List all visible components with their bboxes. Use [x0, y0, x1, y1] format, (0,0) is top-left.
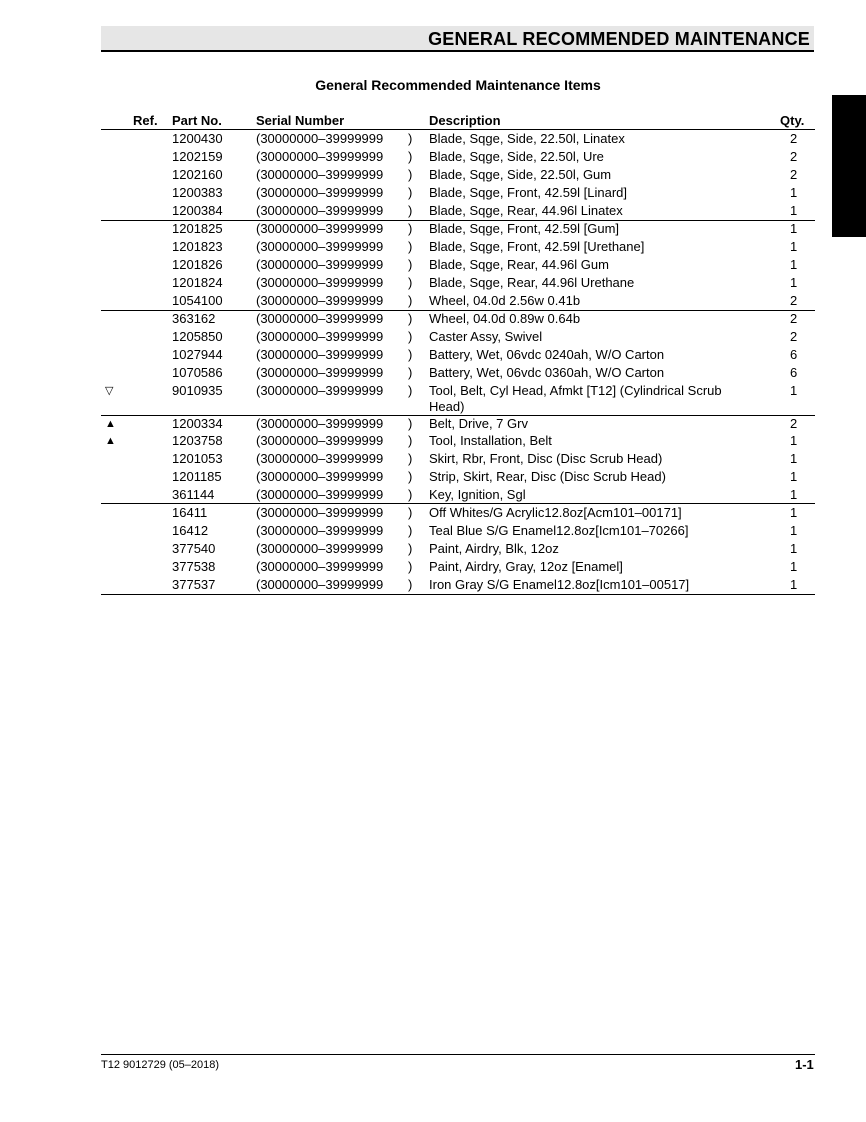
- serial-close-paren: ): [408, 451, 413, 466]
- quantity: 1: [790, 239, 798, 254]
- part-description: Battery, Wet, 06vdc 0360ah, W/O Carton: [429, 365, 665, 380]
- part-number: 16411: [172, 505, 208, 520]
- quantity: 2: [790, 416, 798, 431]
- part-description: Blade, Sqge, Front, 42.59l [Urethane]: [429, 239, 645, 254]
- part-number: 361144: [172, 487, 215, 502]
- serial-range: (30000000–39999999: [256, 149, 384, 164]
- header-rule: [101, 129, 815, 130]
- quantity: 2: [790, 131, 798, 146]
- serial-range: (30000000–39999999: [256, 469, 384, 484]
- part-description: Iron Gray S/G Enamel12.8oz[Icm101–00517]: [429, 577, 690, 592]
- quantity: 1: [790, 203, 798, 218]
- serial-range: (30000000–39999999: [256, 275, 384, 290]
- serial-close-paren: ): [408, 257, 413, 272]
- quantity: 1: [790, 257, 798, 272]
- serial-range: (30000000–39999999: [256, 559, 384, 574]
- serial-range: (30000000–39999999: [256, 487, 384, 502]
- part-number: 377538: [172, 559, 216, 574]
- quantity: 1: [790, 577, 798, 592]
- serial-range: (30000000–39999999: [256, 329, 384, 344]
- part-number: 1027944: [172, 347, 223, 362]
- serial-range: (30000000–39999999: [256, 365, 384, 380]
- quantity: 2: [790, 167, 798, 182]
- serial-close-paren: ): [408, 523, 413, 538]
- quantity: 1: [790, 383, 798, 398]
- serial-close-paren: ): [408, 275, 413, 290]
- serial-close-paren: ): [408, 365, 413, 380]
- column-header-description: Description: [429, 113, 501, 128]
- part-description: Paint, Airdry, Blk, 12oz: [429, 541, 559, 556]
- serial-range: (30000000–39999999: [256, 167, 384, 182]
- part-description: Paint, Airdry, Gray, 12oz [Enamel]: [429, 559, 623, 574]
- serial-close-paren: ): [408, 185, 413, 200]
- serial-close-paren: ): [408, 311, 413, 326]
- part-number: 1201053: [172, 451, 223, 466]
- part-description: Blade, Sqge, Rear, 44.96l Linatex: [429, 203, 623, 218]
- part-number: 1201825: [172, 221, 223, 236]
- serial-range: (30000000–39999999: [256, 221, 384, 236]
- serial-range: (30000000–39999999: [256, 347, 384, 362]
- serial-close-paren: ): [408, 329, 413, 344]
- part-number: 1200430: [172, 131, 223, 146]
- part-number: 1200383: [172, 185, 223, 200]
- part-number: 16412: [172, 523, 209, 538]
- part-number: 1200384: [172, 203, 223, 218]
- serial-close-paren: ): [408, 559, 413, 574]
- quantity: 2: [790, 149, 798, 164]
- group-divider: [101, 503, 815, 504]
- quantity: 6: [790, 365, 798, 380]
- part-number: 1070586: [172, 365, 223, 380]
- column-header-ref: Ref.: [133, 113, 158, 128]
- page-header: [101, 26, 814, 52]
- serial-close-paren: ): [408, 383, 413, 398]
- quantity: 1: [790, 451, 798, 466]
- quantity: 1: [790, 487, 798, 502]
- part-description: Skirt, Rbr, Front, Disc (Disc Scrub Head): [429, 451, 663, 466]
- page-header-title: GENERAL RECOMMENDED MAINTENANCE: [428, 29, 810, 49]
- serial-close-paren: ): [408, 149, 413, 164]
- part-number: 1202159: [172, 149, 223, 164]
- ref-marker: ▲: [105, 418, 116, 430]
- part-number: 1201823: [172, 239, 223, 254]
- serial-close-paren: ): [408, 433, 413, 448]
- ref-marker: ▽: [105, 385, 114, 397]
- page-number: 1-1: [795, 1057, 814, 1072]
- part-description: Belt, Drive, 7 Grv: [429, 416, 528, 431]
- serial-close-paren: ): [408, 293, 413, 308]
- part-number: 1203758: [172, 433, 223, 448]
- part-number: 377540: [172, 541, 216, 556]
- part-description: Caster Assy, Swivel: [429, 329, 543, 344]
- serial-range: (30000000–39999999: [256, 293, 384, 308]
- table-title: General Recommended Maintenance Items: [315, 77, 601, 93]
- quantity: 1: [790, 559, 798, 574]
- serial-close-paren: ): [408, 469, 413, 484]
- serial-close-paren: ): [408, 203, 413, 218]
- serial-range: (30000000–39999999: [256, 505, 384, 520]
- part-number: 1202160: [172, 167, 223, 182]
- serial-range: (30000000–39999999: [256, 523, 384, 538]
- part-number: 1200334: [172, 416, 223, 431]
- quantity: 1: [790, 541, 798, 556]
- table-bottom-rule: [101, 594, 815, 595]
- column-header-qty: Qty.: [780, 113, 805, 128]
- quantity: 2: [790, 311, 798, 326]
- part-number: 363162: [172, 311, 216, 326]
- serial-range: (30000000–39999999: [256, 239, 384, 254]
- part-description: Tool, Belt, Cyl Head, Afmkt [T12] (Cylindrical Scrub Head): [429, 383, 722, 414]
- part-description: Teal Blue S/G Enamel12.8oz[Icm101–70266]: [429, 523, 689, 538]
- part-description: Blade, Sqge, Front, 42.59l [Linard]: [429, 185, 628, 200]
- serial-range: (30000000–39999999: [256, 451, 384, 466]
- part-number: 1205850: [172, 329, 223, 344]
- quantity: 1: [790, 275, 798, 290]
- column-header-serial: Serial Number: [256, 113, 345, 128]
- serial-close-paren: ): [408, 131, 413, 146]
- serial-range: (30000000–39999999: [256, 383, 384, 398]
- serial-close-paren: ): [408, 541, 413, 556]
- part-description: Battery, Wet, 06vdc 0240ah, W/O Carton: [429, 347, 665, 362]
- serial-close-paren: ): [408, 239, 413, 254]
- quantity: 6: [790, 347, 798, 362]
- serial-range: (30000000–39999999: [256, 433, 384, 448]
- quantity: 2: [790, 329, 798, 344]
- section-tab: [832, 95, 866, 237]
- part-description: Blade, Sqge, Side, 22.50l, Ure: [429, 149, 604, 164]
- serial-range: (30000000–39999999: [256, 203, 384, 218]
- part-number: 1054100: [172, 293, 223, 308]
- serial-close-paren: ): [408, 221, 413, 236]
- serial-range: (30000000–39999999: [256, 416, 384, 431]
- part-description: Tool, Installation, Belt: [429, 433, 552, 448]
- serial-range: (30000000–39999999: [256, 577, 384, 592]
- part-number: 1201185: [172, 469, 222, 484]
- part-description: Key, Ignition, Sgl: [429, 487, 526, 502]
- part-description: Blade, Sqge, Side, 22.50l, Linatex: [429, 131, 625, 146]
- part-description: Blade, Sqge, Rear, 44.96l Urethane: [429, 275, 635, 290]
- part-description: Wheel, 04.0d 0.89w 0.64b: [429, 311, 581, 326]
- part-number: 9010935: [172, 383, 223, 398]
- quantity: 1: [790, 469, 798, 484]
- serial-close-paren: ): [408, 416, 413, 431]
- document-id: T12 9012729 (05–2018): [101, 1059, 220, 1071]
- quantity: 1: [790, 505, 798, 520]
- footer-rule: [101, 1054, 815, 1055]
- serial-close-paren: ): [408, 167, 413, 182]
- serial-range: (30000000–39999999: [256, 185, 384, 200]
- part-number: 377537: [172, 577, 216, 592]
- quantity: 1: [790, 185, 798, 200]
- part-description: Blade, Sqge, Front, 42.59l [Gum]: [429, 221, 620, 236]
- quantity: 1: [790, 221, 798, 236]
- serial-close-paren: ): [408, 487, 413, 502]
- serial-range: (30000000–39999999: [256, 311, 384, 326]
- quantity: 1: [790, 433, 798, 448]
- serial-range: (30000000–39999999: [256, 257, 384, 272]
- column-header-part: Part No.: [172, 113, 222, 128]
- part-description: Blade, Sqge, Side, 22.50l, Gum: [429, 167, 612, 182]
- part-description: Wheel, 04.0d 2.56w 0.41b: [429, 293, 581, 308]
- part-description: Blade, Sqge, Rear, 44.96l Gum: [429, 257, 609, 272]
- part-description: Strip, Skirt, Rear, Disc (Disc Scrub Head): [429, 469, 666, 484]
- serial-range: (30000000–39999999: [256, 131, 384, 146]
- ref-marker: ▲: [105, 435, 116, 447]
- part-number: 1201824: [172, 275, 223, 290]
- serial-close-paren: ): [408, 347, 413, 362]
- part-number: 1201826: [172, 257, 223, 272]
- serial-close-paren: ): [408, 577, 413, 592]
- serial-close-paren: ): [408, 505, 413, 520]
- quantity: 1: [790, 523, 798, 538]
- part-description: Off Whites/G Acrylic12.8oz[Acm101–00171]: [429, 505, 682, 520]
- serial-range: (30000000–39999999: [256, 541, 384, 556]
- quantity: 2: [790, 293, 798, 308]
